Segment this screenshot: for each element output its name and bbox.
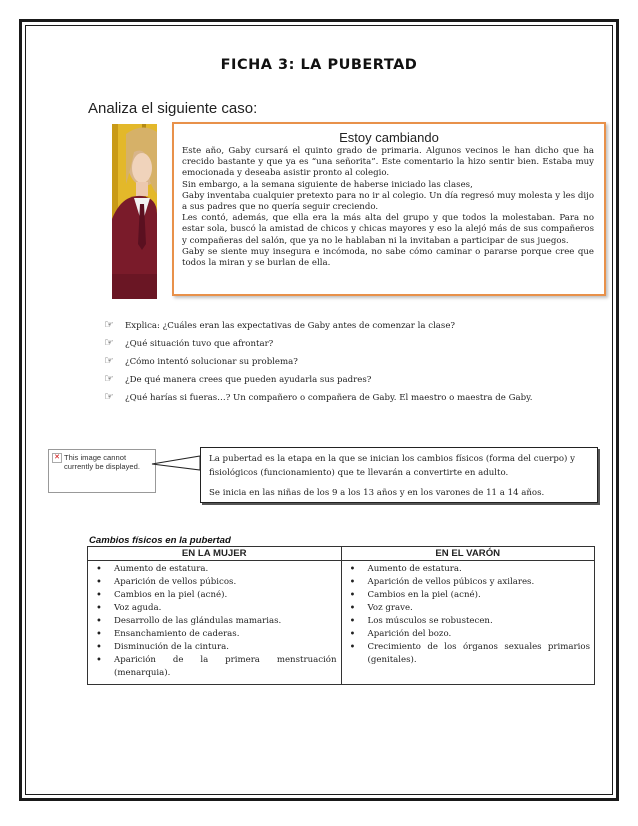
list-item: • Aparición de vellos púbicos. <box>92 576 337 589</box>
case-paragraph: Sin embargo, a la semana siguiente de haberse iniciado las clases, <box>182 179 473 190</box>
list-item: • Aparición del bozo. <box>346 628 591 641</box>
question-item <box>104 390 533 408</box>
list-item: • Aparición de la primera menstruación (menarquia). <box>92 654 337 680</box>
question-text: ¿De qué manera crees que pueden ayudarla sus padres? <box>125 375 372 385</box>
question-text: ¿Qué situación tuvo que afrontar? <box>125 339 274 349</box>
info-paragraph: Se inicia en las niñas de los 9 a los 13 años y en los varones de 11 a 14 años. <box>209 488 545 498</box>
list-item: • Los músculos se robustecen. <box>346 615 591 628</box>
pointing-hand-icon: ☞ <box>104 372 114 385</box>
page-subtitle: Analiza el siguiente caso: <box>88 100 258 117</box>
pointing-hand-icon: ☞ <box>104 390 114 403</box>
list-item: • Disminución de la cintura. <box>92 641 337 654</box>
case-text <box>182 146 594 269</box>
question-item <box>104 354 533 372</box>
puberty-info-box <box>200 447 598 503</box>
list-item: • Crecimiento de los órganos sexuales primarios (genitales). <box>346 641 591 667</box>
table-header-row <box>88 547 595 561</box>
case-paragraph: Gaby se siente muy insegura e incómoda, no sabe cómo caminar o pararse porque cree que todos la miran y se burlan de ella. <box>182 246 594 269</box>
physical-changes-table <box>87 546 595 685</box>
column-header-woman: EN LA MUJER <box>88 547 342 561</box>
question-text: Explica: ¿Cuáles eran las expectativas de Gaby antes de comenzar la clase? <box>125 321 456 331</box>
info-paragraph: La pubertad es la etapa en la que se inician los cambios físicos (forma del cuerpo) y fisiológicos (funcionamiento) que te llevarán a convertirte en adulto. <box>209 454 575 478</box>
question-item <box>104 336 533 354</box>
case-title: Estoy cambiando <box>339 130 439 145</box>
table-row <box>88 561 595 685</box>
broken-image-message: This image cannot currently be displayed. <box>64 453 140 471</box>
broken-image-placeholder <box>48 449 156 493</box>
pointing-hand-icon: ☞ <box>104 336 114 349</box>
column-header-man: EN EL VARÓN <box>341 547 595 561</box>
broken-image-icon: ✕ <box>52 453 62 463</box>
list-item: • Ensanchamiento de caderas. <box>92 628 337 641</box>
changes-section-title: Cambios físicos en la pubertad <box>89 535 231 546</box>
girl-photo-illustration <box>112 124 157 299</box>
list-item: • Aparición de vellos púbicos y axilares. <box>346 576 591 589</box>
woman-changes-list <box>92 563 337 680</box>
question-item <box>104 372 533 390</box>
question-text: ¿Qué harías si fueras…? Un compañero o compañera de Gaby. El maestro o maestra de Gaby. <box>125 393 533 403</box>
list-item: • Desarrollo de las glándulas mamarias. <box>92 615 337 628</box>
question-item <box>104 318 533 336</box>
list-item: • Cambios en la piel (acné). <box>346 589 591 602</box>
case-callout <box>172 122 606 296</box>
list-item: • Voz aguda. <box>92 602 337 615</box>
list-item: • Voz grave. <box>346 602 591 615</box>
woman-changes-cell <box>88 561 342 685</box>
list-item: • Cambios en la piel (acné). <box>92 589 337 602</box>
page-title: FICHA 3: LA PUBERTAD <box>220 57 418 73</box>
question-list <box>104 318 533 408</box>
man-changes-cell <box>341 561 595 685</box>
girl-photo <box>112 124 157 299</box>
case-paragraph: Este año, Gaby cursará el quinto grado de primaria. Algunos vecinos le han dicho que ha crecido bastante y que ya es “una señorita”. Este comentario la hizo sentir bien. Estaba muy emocionada y deseaba asistir pronto al colegio. <box>182 146 594 179</box>
man-changes-list <box>346 563 591 667</box>
list-item: • Aumento de estatura. <box>92 563 337 576</box>
pointing-hand-icon: ☞ <box>104 354 114 367</box>
list-item: • Aumento de estatura. <box>346 563 591 576</box>
case-paragraph: Gaby inventaba cualquier pretexto para no ir al colegio. Un día regresó muy molesta y les dijo a sus padres que no quería seguir creciendo. <box>182 190 594 213</box>
question-text: ¿Cómo intentó solucionar su problema? <box>125 357 298 367</box>
pointing-hand-icon: ☞ <box>104 318 114 331</box>
case-paragraph: Les contó, además, que ella era la más alta del grupo y que todos la molestaban. Para no estar sola, buscó la amistad de chicos y chicas mayores y eso la alejó más de sus compañeros y compañeras del salón, que ya no le hablaban ni la invitaban a participar de sus juegos. <box>182 213 594 246</box>
info-callout-pointer-icon <box>150 454 202 494</box>
